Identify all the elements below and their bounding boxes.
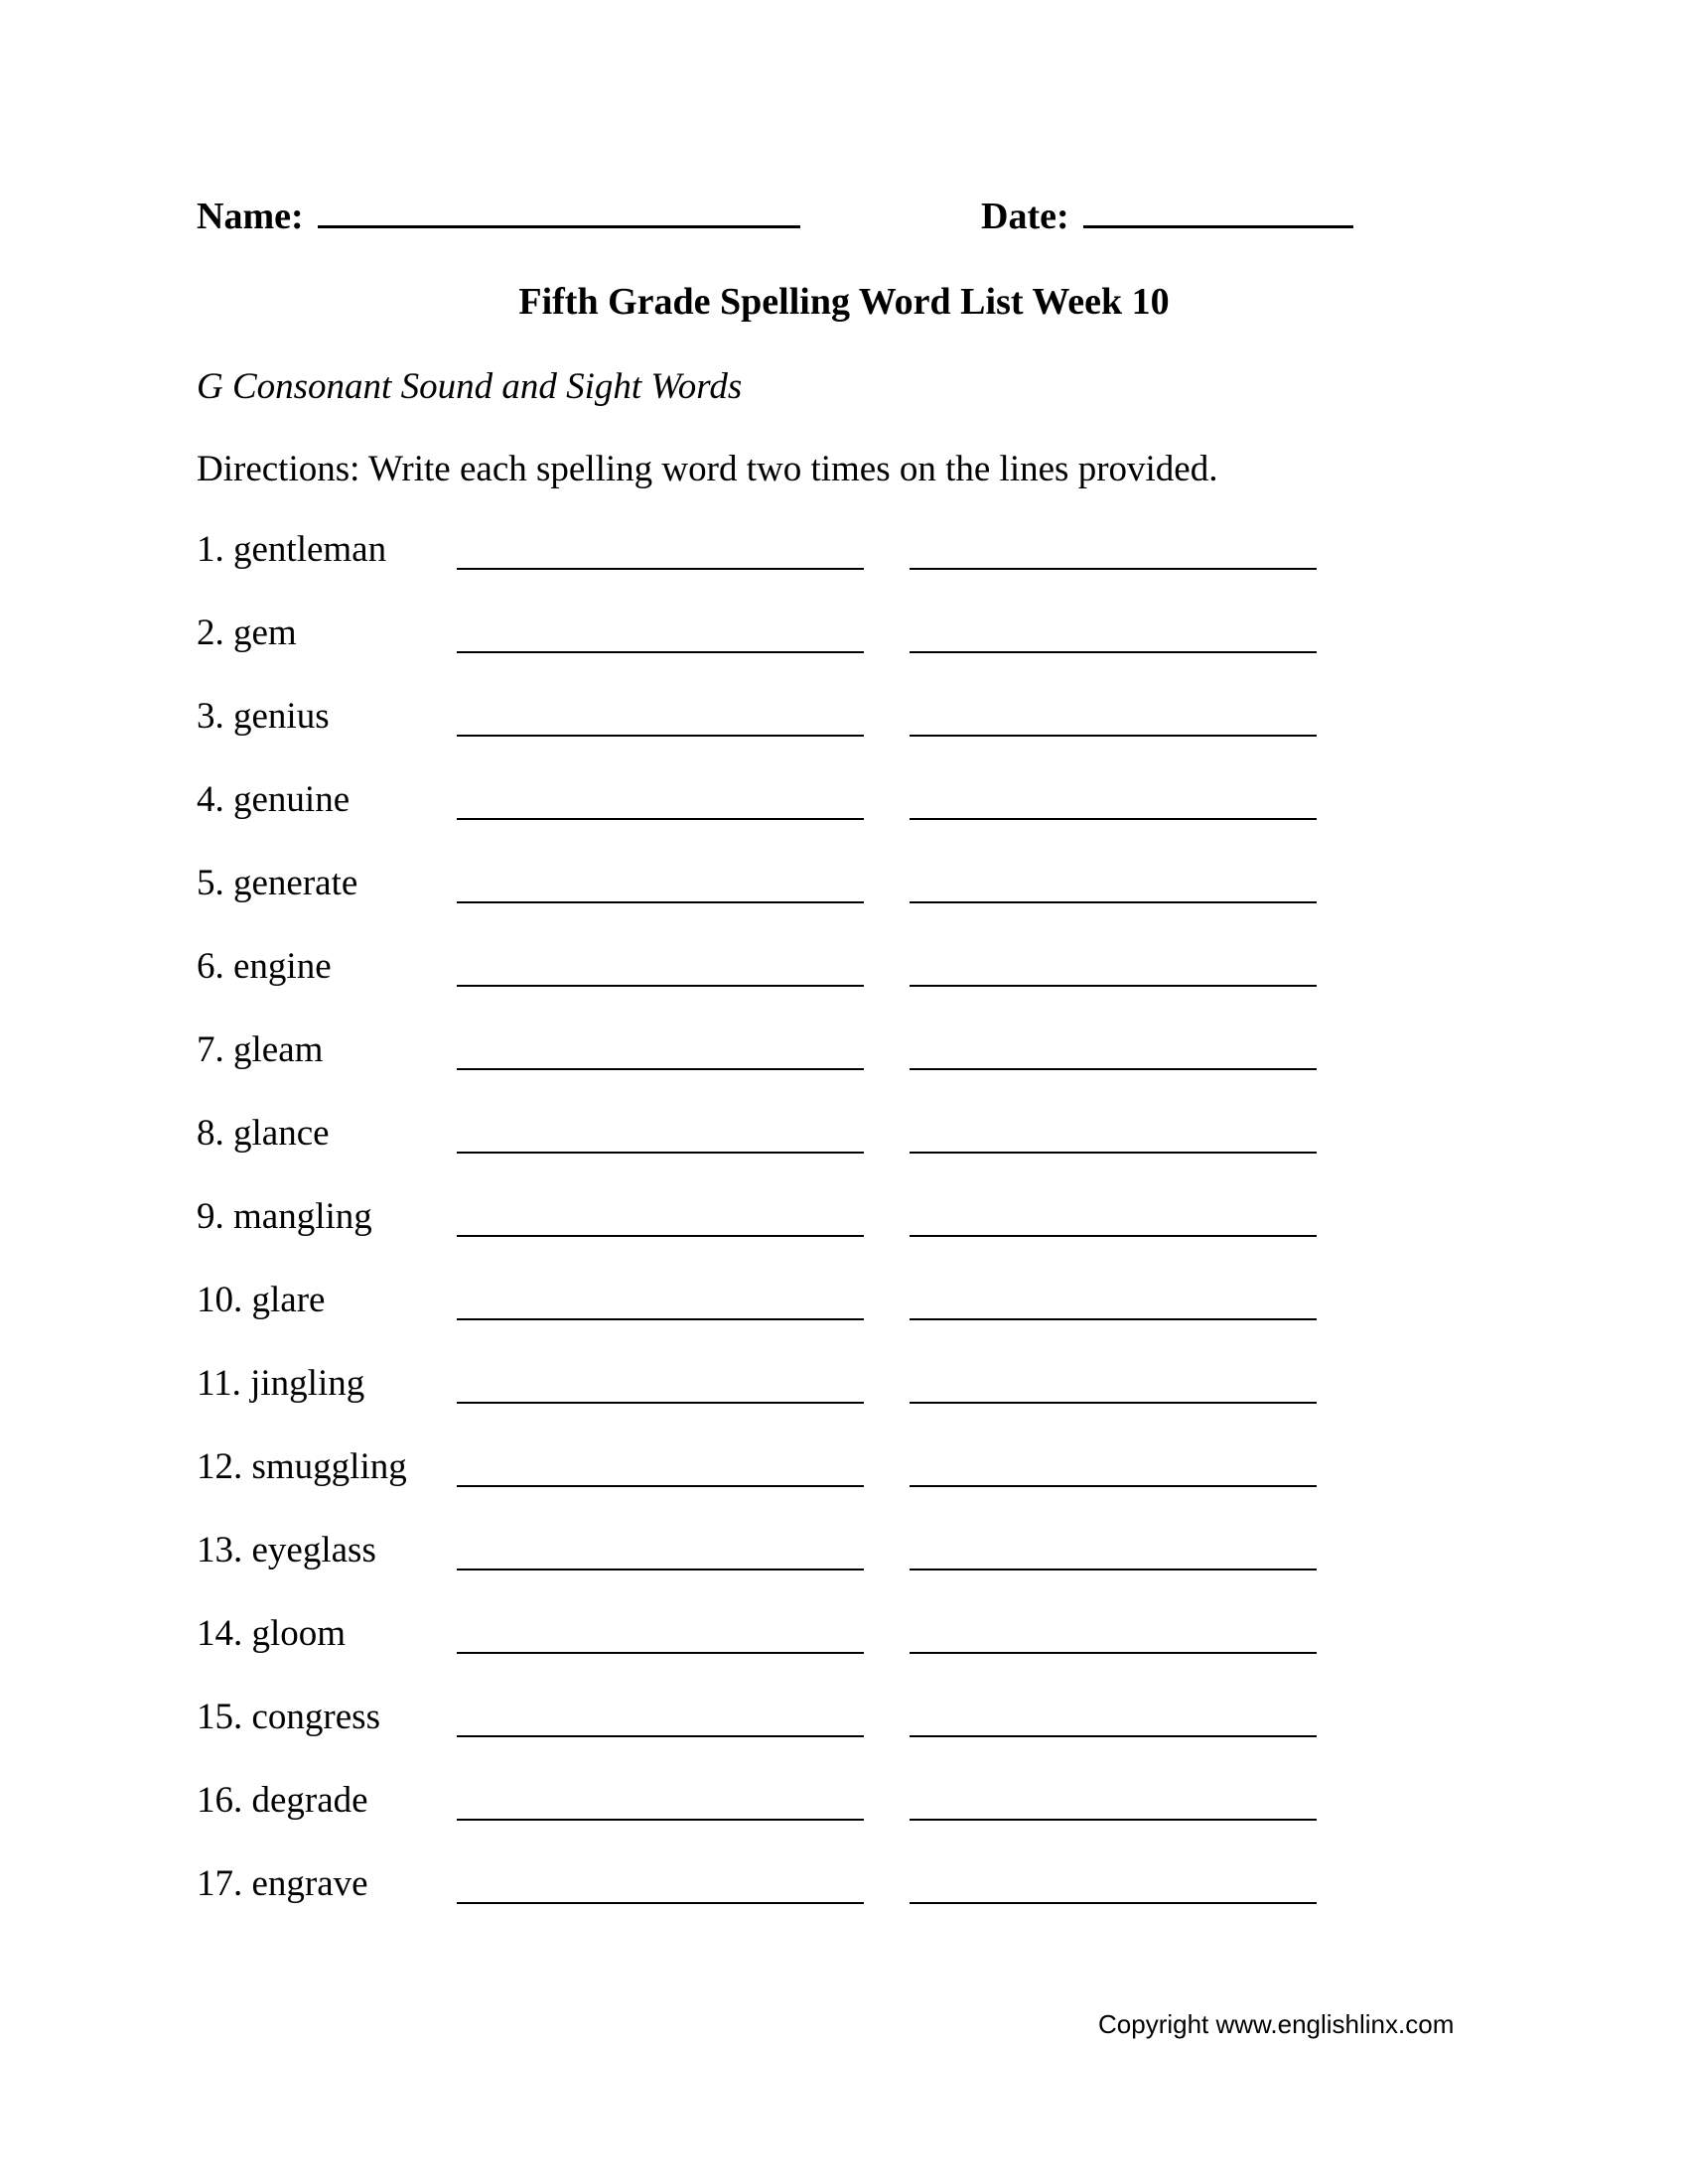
second-writing-line[interactable] [910,735,1317,737]
word-row [197,1028,1368,1112]
spelling-word-label: 14. gloom [197,1613,347,1654]
second-writing-line[interactable] [910,1318,1317,1320]
spelling-word-label: 1. gentleman [197,529,387,570]
spelling-word-label: 13. eyeglass [197,1530,376,1570]
first-writing-line[interactable] [457,735,864,737]
first-writing-line[interactable] [457,1819,864,1821]
word-row [197,695,1368,778]
name-field [197,195,800,238]
spelling-word-label: 15. congress [197,1697,380,1737]
date-label: Date: [981,196,1069,237]
first-writing-line[interactable] [457,1485,864,1487]
second-writing-line[interactable] [910,1652,1317,1654]
first-writing-line[interactable] [457,651,864,653]
spelling-word-label: 16. degrade [197,1780,368,1821]
word-row [197,1195,1368,1279]
word-row [197,1696,1368,1779]
student-info-header [197,195,1348,254]
date-field [981,195,1353,238]
second-writing-line[interactable] [910,1152,1317,1154]
spelling-word-label: 5. generate [197,863,358,903]
word-row [197,1862,1368,1946]
first-writing-line[interactable] [457,818,864,820]
word-row [197,1279,1368,1362]
word-row [197,1779,1368,1862]
second-writing-line[interactable] [910,901,1317,903]
spelling-word-label: 10. glare [197,1280,326,1320]
second-writing-line[interactable] [910,1902,1317,1904]
first-writing-line[interactable] [457,1318,864,1320]
second-writing-line[interactable] [910,1569,1317,1570]
first-writing-line[interactable] [457,1569,864,1570]
copyright-notice: Copyright www.englishlinx.com [1098,2009,1455,2039]
word-row [197,528,1368,612]
word-row [197,945,1368,1028]
spelling-word-label: 12. smuggling [197,1446,407,1487]
second-writing-line[interactable] [910,1068,1317,1070]
word-row [197,778,1368,862]
first-writing-line[interactable] [457,1235,864,1237]
word-row [197,612,1368,695]
first-writing-line[interactable] [457,1402,864,1404]
word-row [197,1445,1368,1529]
word-row [197,1612,1368,1696]
first-writing-line[interactable] [457,1735,864,1737]
second-writing-line[interactable] [910,985,1317,987]
first-writing-line[interactable] [457,1152,864,1154]
first-writing-line[interactable] [457,1652,864,1654]
second-writing-line[interactable] [910,1235,1317,1237]
directions-text: Directions: Write each spelling word two times on the lines provided. [197,449,1218,489]
second-writing-line[interactable] [910,818,1317,820]
name-input-line[interactable] [318,196,800,228]
word-row [197,1112,1368,1195]
second-writing-line[interactable] [910,1819,1317,1821]
first-writing-line[interactable] [457,1068,864,1070]
spelling-word-label: 11. jingling [197,1363,365,1404]
second-writing-line[interactable] [910,1485,1317,1487]
spelling-word-list [197,528,1368,1946]
first-writing-line[interactable] [457,1902,864,1904]
spelling-word-label: 3. genius [197,696,330,737]
spelling-word-label: 7. gleam [197,1029,324,1070]
worksheet-title: Fifth Grade Spelling Word List Week 10 [518,281,1170,323]
second-writing-line[interactable] [910,568,1317,570]
name-label: Name: [197,196,304,237]
spelling-word-label: 4. genuine [197,779,351,820]
second-writing-line[interactable] [910,1402,1317,1404]
first-writing-line[interactable] [457,985,864,987]
spelling-word-label: 6. engine [197,946,332,987]
worksheet-subtitle: G Consonant Sound and Sight Words [197,366,743,407]
word-row [197,1362,1368,1445]
date-input-line[interactable] [1083,196,1353,228]
word-row [197,1529,1368,1612]
spelling-word-label: 9. mangling [197,1196,372,1237]
second-writing-line[interactable] [910,1735,1317,1737]
first-writing-line[interactable] [457,901,864,903]
word-row [197,862,1368,945]
second-writing-line[interactable] [910,651,1317,653]
spelling-word-label: 17. engrave [197,1863,368,1904]
spelling-word-label: 2. gem [197,613,297,653]
first-writing-line[interactable] [457,568,864,570]
spelling-word-label: 8. glance [197,1113,330,1154]
